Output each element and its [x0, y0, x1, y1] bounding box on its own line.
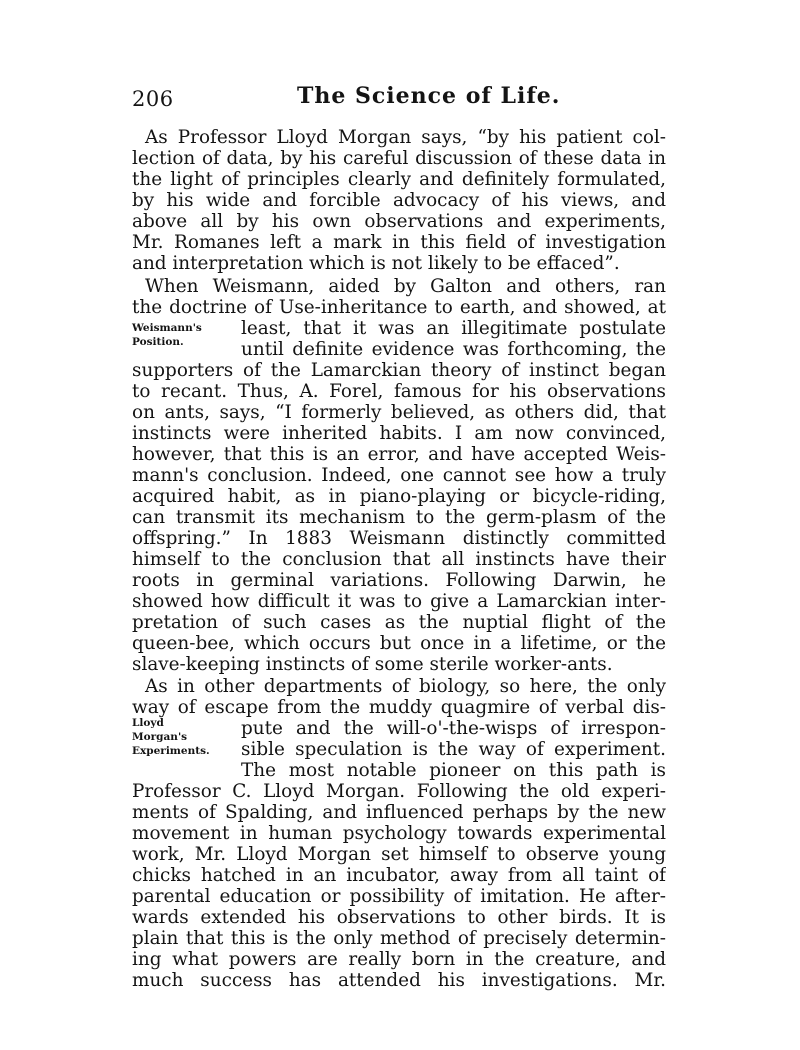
text-line: plain that this is the only method of precisely determin- — [132, 929, 666, 949]
text-line: work, Mr. Lloyd Morgan set himself to observe young — [132, 845, 666, 865]
text-line: the doctrine of Use-inheritance to earth, and showed, at — [132, 298, 666, 318]
text-line: supporters of the Lamarckian theory of instinct began — [132, 361, 666, 381]
text-line: Mr. Romanes left a mark in this field of investigation — [132, 233, 666, 253]
margin-note-line: Experiments. — [132, 745, 210, 757]
text-line: Professor C. Lloyd Morgan. Following the old experi- — [132, 782, 666, 802]
text-line: As in other departments of biology, so here, the only — [145, 677, 666, 697]
text-line: ments of Spalding, and influenced perhaps by the new — [132, 803, 666, 823]
text-line: mann's conclusion. Indeed, one cannot see how a truly — [132, 466, 666, 486]
text-line: lection of data, by his careful discussion of these data in — [132, 149, 666, 169]
text-line: and interpretation which is not likely to be effaced”. — [132, 254, 620, 274]
margin-note-line: Morgan's — [132, 731, 188, 743]
text-line: however, that this is an error, and have accepted Weis- — [132, 445, 666, 465]
text-line: As Professor Lloyd Morgan says, “by his patient col- — [145, 128, 666, 148]
text-line: least, that it was an illegitimate postulate — [241, 319, 666, 339]
text-line: pute and the will-o'-the-wisps of irrespon- — [241, 719, 666, 739]
text-line: until definite evidence was forthcoming, the — [241, 340, 666, 360]
text-line: acquired habit, as in piano-playing or bicycle-riding, — [132, 487, 666, 507]
text-line: movement in human psychology towards experimental — [132, 824, 666, 844]
margin-note-line: Position. — [132, 336, 184, 348]
text-line: sible speculation is the way of experiment. — [241, 740, 666, 760]
text-line: much success has attended his investigations. Mr. — [132, 971, 666, 991]
text-line: instincts were inherited habits. I am now convinced, — [132, 424, 666, 444]
text-line: When Weismann, aided by Galton and others, ran — [145, 277, 666, 297]
text-line: the light of principles clearly and definitely formulated, — [132, 170, 666, 190]
text-line: The most notable pioneer on this path is — [241, 761, 666, 781]
text-line: queen-bee, which occurs but once in a lifetime, or the — [132, 634, 666, 654]
text-line: above all by his own observations and experiments, — [132, 212, 666, 232]
text-line: wards extended his observations to other birds. It is — [132, 908, 666, 928]
text-line: to recant. Thus, A. Forel, famous for his observations — [132, 382, 666, 402]
text-line: way of escape from the muddy quagmire of verbal dis- — [132, 698, 666, 718]
margin-note-line: Weismann's — [132, 322, 202, 334]
text-line: can transmit its mechanism to the germ-plasm of the — [132, 508, 666, 528]
text-line: slave-keeping instincts of some sterile worker-ants. — [132, 655, 613, 675]
text-line: himself to the conclusion that all instincts have their — [132, 550, 666, 570]
text-line: pretation of such cases as the nuptial flight of the — [132, 613, 666, 633]
running-title: The Science of Life. — [297, 83, 561, 109]
text-line: on ants, says, “I formerly believed, as others did, that — [132, 403, 666, 423]
text-line: chicks hatched in an incubator, away from all taint of — [132, 866, 666, 886]
text-line: showed how difficult it was to give a Lamarckian inter- — [132, 592, 666, 612]
text-line: ing what powers are really born in the creature, and — [132, 950, 666, 970]
text-line: by his wide and forcible advocacy of his views, and — [132, 191, 666, 211]
page-number: 206 — [132, 87, 174, 111]
text-line: roots in germinal variations. Following Darwin, he — [132, 571, 666, 591]
text-line: offspring.” In 1883 Weismann distinctly committed — [132, 529, 666, 549]
margin-note-line: Lloyd — [132, 717, 164, 729]
text-line: parental education or possibility of imitation. He after- — [132, 887, 666, 907]
